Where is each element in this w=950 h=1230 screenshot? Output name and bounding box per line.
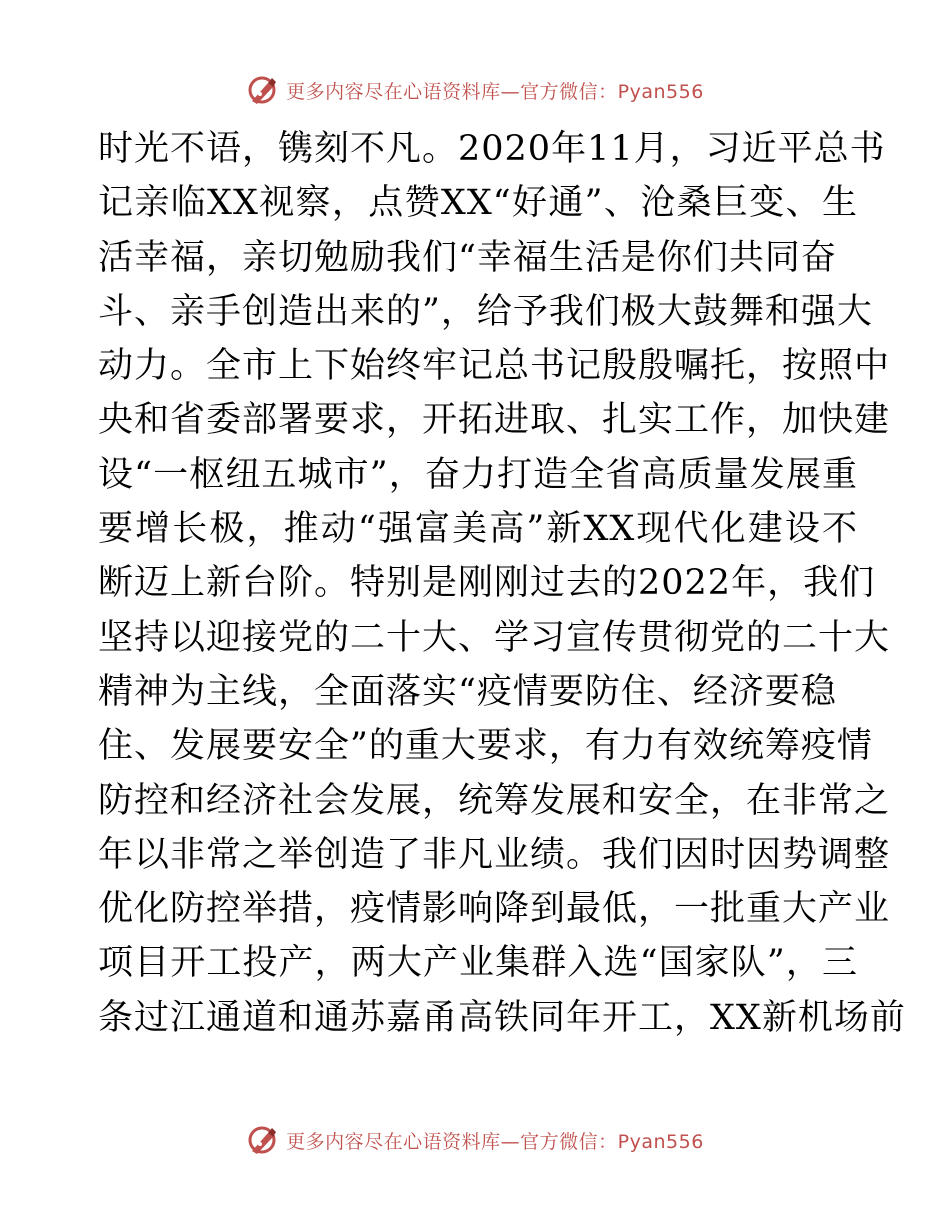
watermark-banner-top xyxy=(0,72,950,108)
body-line: 要增长极，推动“强富美高”新XX现代化建设不 xyxy=(98,509,858,550)
body-line: 时光不语，镌刻不凡。2020年11月，习近平总书 xyxy=(98,129,886,169)
body-line: 央和省委部署要求，开拓进取、扎实工作，加快建 xyxy=(98,400,891,441)
body-line: 优化防控举措，疫情影响降到最低，一批重大产业 xyxy=(98,889,891,930)
watermark-text: 更多内容尽在心语资料库—官方微信：Pyan556 xyxy=(286,1130,704,1153)
watermark-text: 更多内容尽在心语资料库—官方微信：Pyan556 xyxy=(286,80,704,103)
body-line: 防控和经济社会发展，统筹发展和安全，在非常之 xyxy=(98,780,891,821)
pen-logo-icon xyxy=(246,73,280,107)
body-line: 条过江通道和通苏嘉甬高铁同年开工，XX新机场前 xyxy=(98,997,906,1038)
body-line: 活幸福，亲切勉励我们“幸福生活是你们共同奋 xyxy=(98,237,837,278)
body-line: 断迈上新台阶。特别是刚刚过去的2022年，我们 xyxy=(98,563,876,604)
watermark-banner-bottom xyxy=(0,1122,950,1158)
body-line: 记亲临XX视察，点赞XX“好通”、沧桑巨变、生 xyxy=(98,183,858,224)
body-line: 住、发展要安全”的重大要求，有力有效统筹疫情 xyxy=(98,726,873,767)
body-line: 年以非常之举创造了非凡业绩。我们因时因势调整 xyxy=(98,834,891,875)
body-line: 项目开工投产，两大产业集群入选“国家队”，三 xyxy=(98,943,858,984)
pen-logo-icon xyxy=(246,1123,280,1157)
document-body xyxy=(98,122,906,1045)
body-line: 坚持以迎接党的二十大、学习宣传贯彻党的二十大 xyxy=(98,617,891,658)
body-line: 动力。全市上下始终牢记总书记殷殷嘱托，按照中 xyxy=(98,346,891,387)
body-line: 设“一枢纽五城市”，奋力打造全省高质量发展重 xyxy=(98,454,858,495)
body-line: 斗、亲手创造出来的”，给予我们极大鼓舞和强大 xyxy=(98,291,873,332)
body-line: 精神为主线，全面落实“疫情要防住、经济要稳 xyxy=(98,671,837,712)
